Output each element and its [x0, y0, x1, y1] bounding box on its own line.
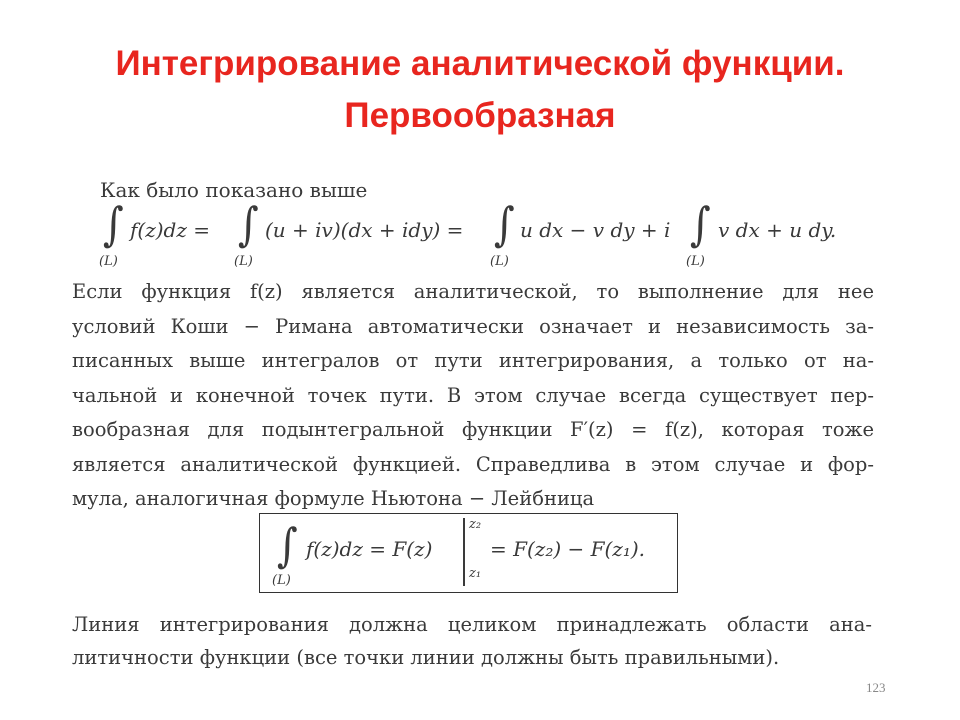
slide-title-line1: Интегрирование аналитической функции.: [115, 44, 845, 83]
formula-1-mid: (u + iv)(dx + idy) =: [265, 218, 464, 242]
intro-text: Как было показано выше: [100, 178, 368, 202]
upper-limit: z₂: [469, 517, 482, 532]
formula-2-lhs: f(z)dz = F(z): [306, 537, 433, 561]
paragraph-line: Линия интегрирования должна целиком принадлежать области ана-: [72, 613, 872, 636]
paragraph-line: писанных выше интегралов от пути интегрирования, а только от на-: [72, 349, 874, 372]
paragraph-line: вообразная для подынтегральной функции F′(z) = f(z), которая тоже: [72, 418, 874, 441]
paragraph-line: условий Коши − Римана автоматически означает и независимость за-: [72, 314, 874, 338]
formula-1-lhs: f(z)dz =: [130, 218, 210, 242]
integral-sign: ∫: [277, 519, 298, 573]
paragraph-line: является аналитической функцией. Справедлива в этом случае и фор-: [72, 452, 874, 476]
integral-sign: ∫: [690, 198, 711, 252]
contour-label: (L): [234, 254, 253, 269]
integral-sign: ∫: [238, 198, 259, 252]
contour-label: (L): [686, 254, 705, 269]
contour-label: (L): [490, 254, 509, 269]
paragraph-line: мула, аналогичная формуле Ньютона − Лейбница: [72, 487, 595, 510]
paragraph-line: чальной и конечной точек пути. В этом случае всегда существует пер-: [72, 383, 874, 407]
formula-1-term1: u dx − v dy + i: [520, 218, 671, 242]
evaluation-bar: [463, 518, 465, 586]
slide-title-line2: Первообразная: [344, 96, 616, 135]
formula-2-rhs: = F(z₂) − F(z₁).: [490, 537, 646, 561]
integral-sign: ∫: [103, 198, 124, 252]
contour-label: (L): [272, 573, 291, 588]
paragraph-line: Если функция f(z) является аналитической, то выполнение для нее: [72, 280, 874, 303]
paragraph-line: литичности функции (все точки линии должны быть правильными).: [72, 646, 780, 669]
contour-label: (L): [99, 254, 118, 269]
integral-sign: ∫: [494, 198, 515, 252]
lower-limit: z₁: [469, 566, 482, 581]
page-number: 123: [866, 680, 886, 695]
paragraph-2: [72, 608, 872, 674]
formula-1-term2: v dx + u dy.: [718, 218, 837, 242]
